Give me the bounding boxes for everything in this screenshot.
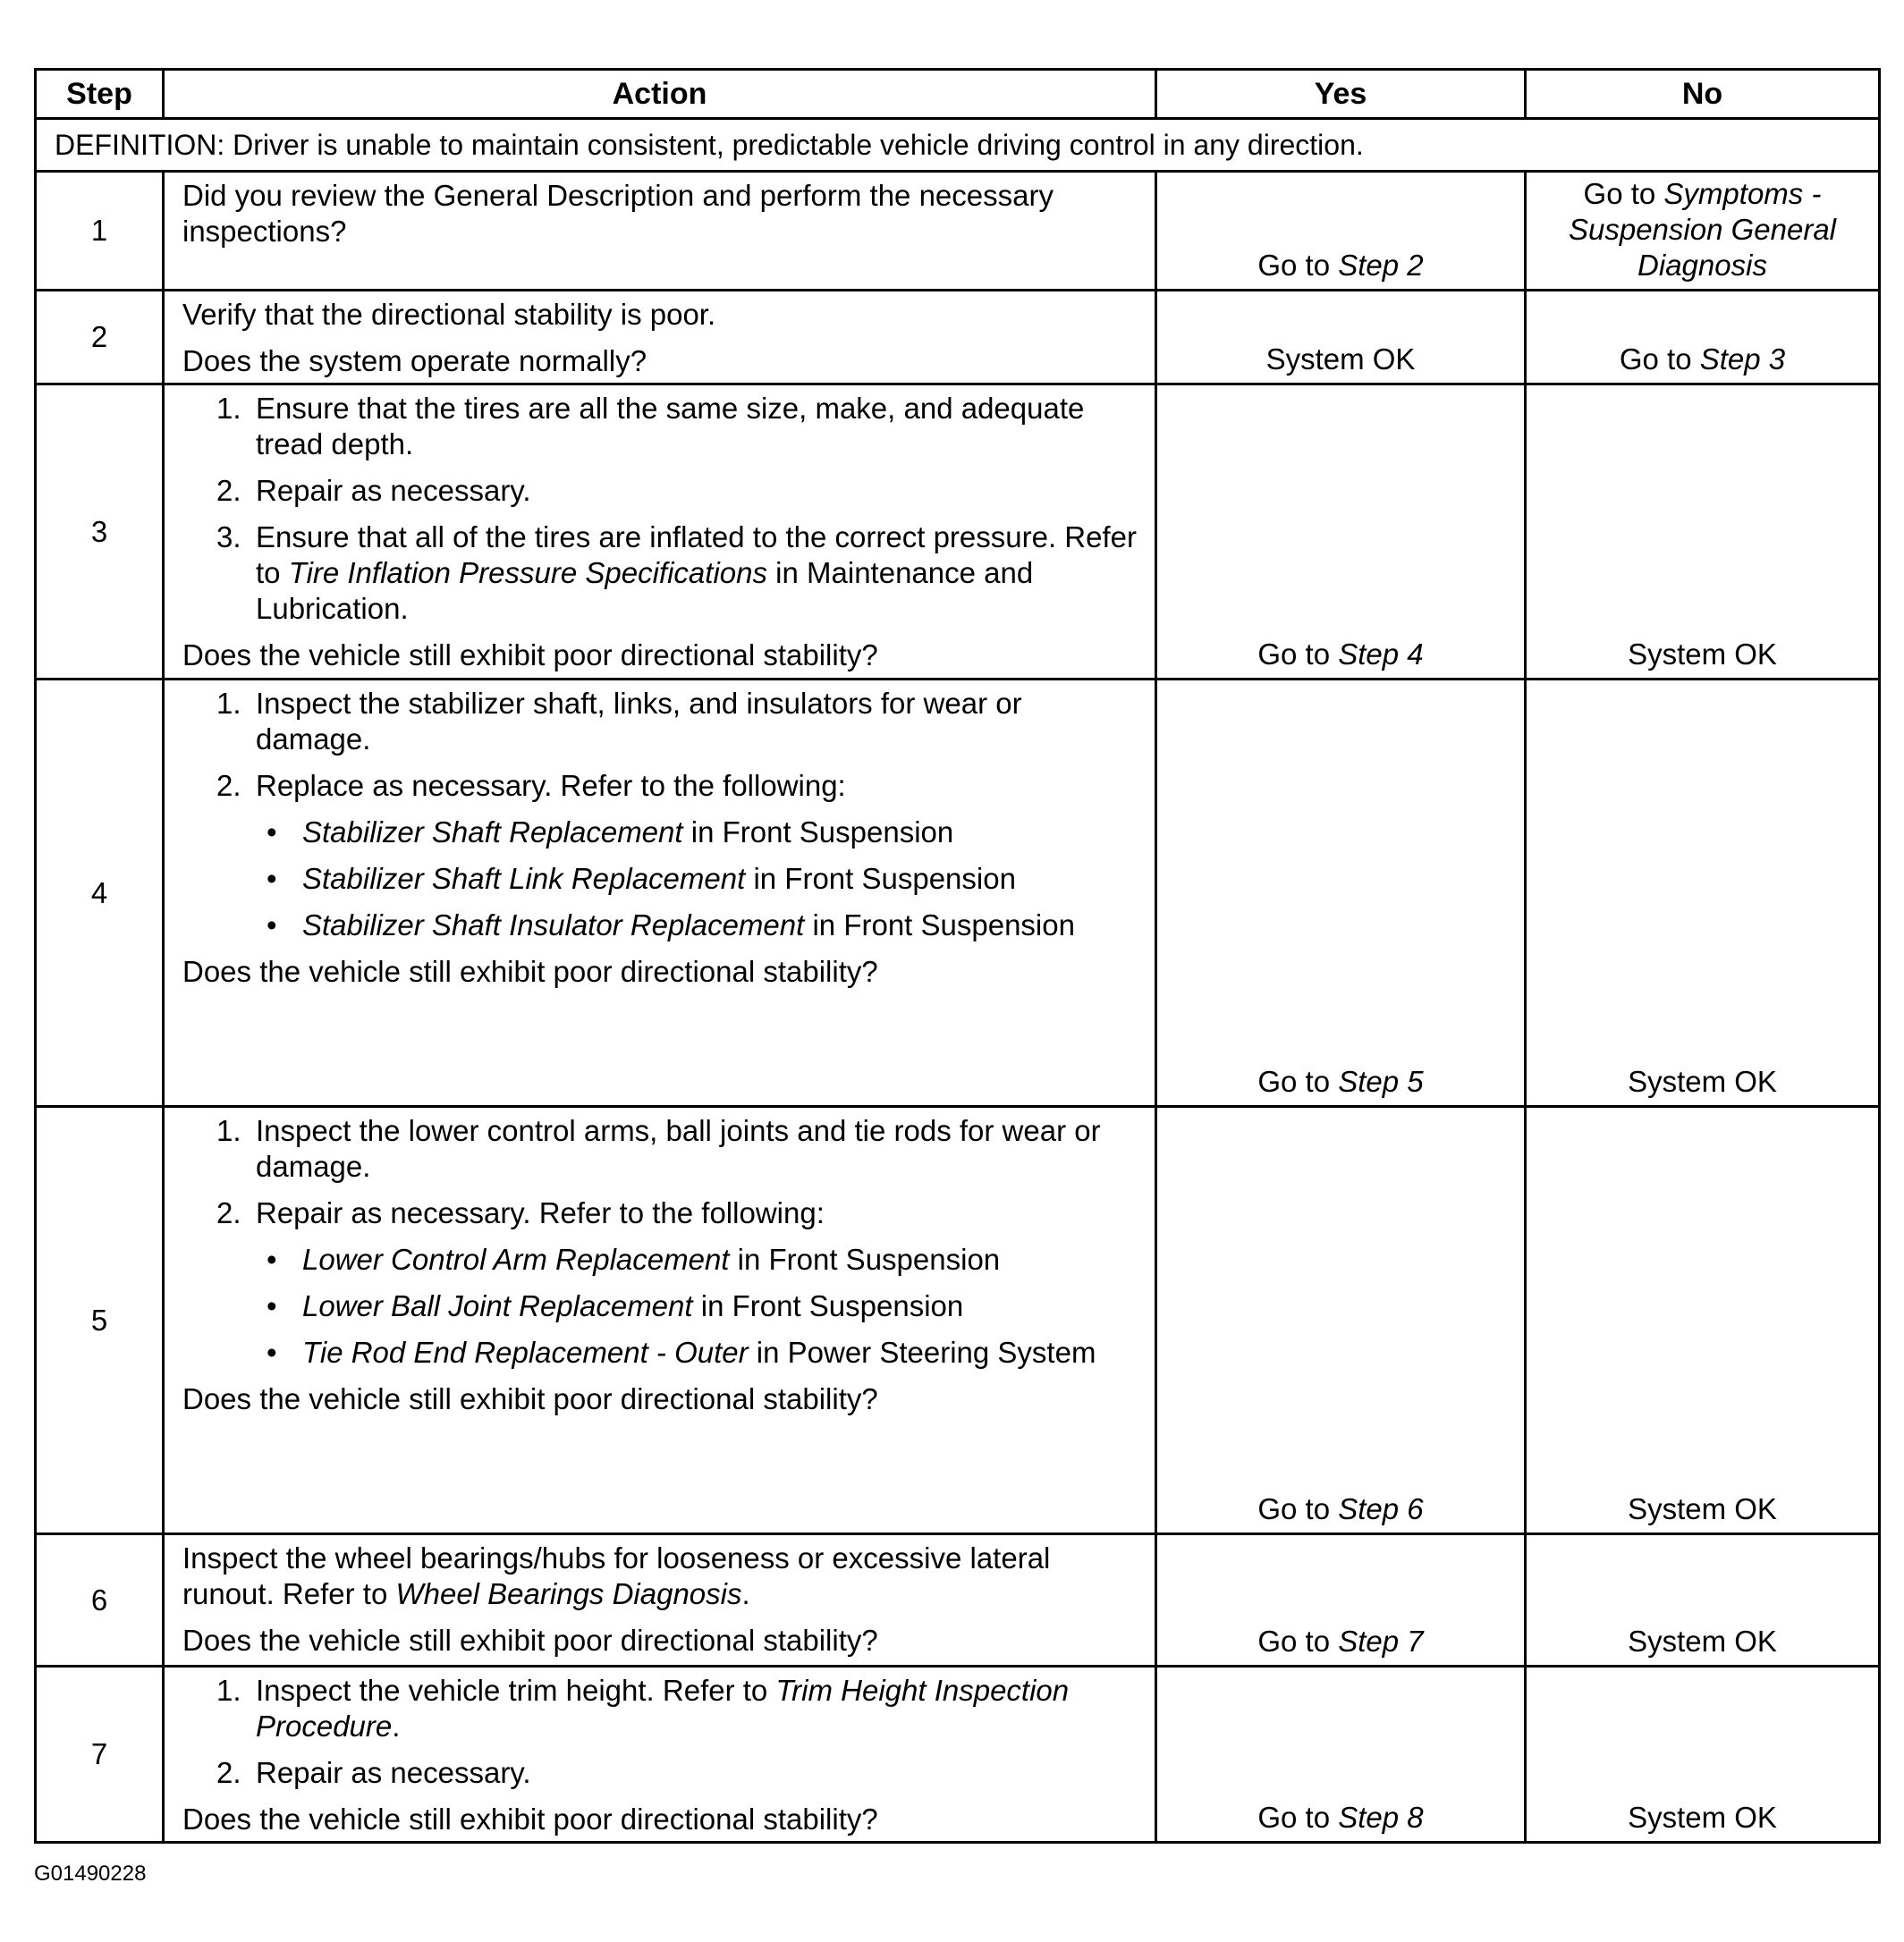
action-cell — [164, 1534, 1156, 1667]
step-number: 4 — [36, 680, 164, 1107]
reference-item: • Tie Rod End Replacement - Outer in Power Steering System — [267, 1336, 1096, 1369]
go-to-label: Go to — [1257, 637, 1331, 671]
table-row — [36, 172, 1880, 291]
procedure-link[interactable]: Trim Height Inspection Procedure — [256, 1674, 1070, 1743]
reference-item: • Stabilizer Shaft Replacement in Front Suspension — [267, 815, 954, 849]
table-row — [36, 1667, 1880, 1843]
reference-list — [256, 1242, 1138, 1371]
question-text: Does the vehicle still exhibit poor directional stability? — [182, 955, 878, 988]
question-text: Does the system operate normally? — [182, 344, 647, 377]
table-row — [36, 291, 1880, 384]
reference-item: • Stabilizer Shaft Link Replacement in Front Suspension — [267, 862, 1016, 895]
list-item: 1. Inspect the lower control arms, ball joints and tie rods for wear or damage. — [216, 1114, 1101, 1183]
step-link[interactable]: Step 6 — [1338, 1492, 1424, 1525]
action-text: Verify that the directional stability is poor. — [182, 298, 716, 331]
action-steps — [182, 686, 1138, 943]
question-text: Does the vehicle still exhibit poor directional stability? — [182, 1382, 878, 1415]
action-cell — [164, 680, 1156, 1107]
reference-item: • Lower Ball Joint Replacement in Front Suspension — [267, 1289, 964, 1322]
action-cell — [164, 1107, 1156, 1534]
procedure-link[interactable]: Tie Rod End Replacement - Outer — [302, 1336, 749, 1369]
action-steps — [182, 391, 1138, 627]
go-to-label: Go to — [1257, 249, 1331, 282]
procedure-link[interactable]: Symptoms - Suspension General Diagnosis — [1568, 177, 1837, 282]
list-item: 2. Repair as necessary. Refer to the following: • Lower Control Arm Replacement in Front Suspension • Lower Ball Joint Replacement in Front Suspension • Tie Rod End Replacement - Outer in Power Steering System — [216, 1195, 1138, 1371]
yes-cell — [1156, 384, 1526, 680]
definition-text: DEFINITION: Driver is unable to maintain consistent, predictable vehicle driving control in any direction. — [36, 119, 1880, 172]
procedure-link[interactable]: Lower Ball Joint Replacement — [302, 1289, 693, 1322]
yes-cell — [1156, 680, 1526, 1107]
step-number: 1 — [36, 172, 164, 291]
action-steps — [182, 1673, 1138, 1791]
list-item: 1. Inspect the vehicle trim height. Refer to Trim Height Inspection Procedure. — [216, 1674, 1070, 1743]
go-to-label: Go to — [1257, 1492, 1331, 1525]
yes-cell — [1156, 1667, 1526, 1843]
list-item: 1. Ensure that the tires are all the same size, make, and adequate tread depth. — [216, 392, 1085, 460]
step-number: 7 — [36, 1667, 164, 1843]
no-cell — [1526, 291, 1880, 384]
no-cell — [1526, 172, 1880, 291]
list-item: 1. Inspect the stabilizer shaft, links, and insulators for wear or damage. — [216, 687, 1022, 756]
header-no: No — [1526, 70, 1880, 119]
no-cell: System OK — [1526, 1107, 1880, 1534]
table-row — [36, 1107, 1880, 1534]
go-to-label: Go to — [1257, 1625, 1331, 1658]
header-yes: Yes — [1156, 70, 1526, 119]
question-text: Does the vehicle still exhibit poor directional stability? — [182, 638, 878, 671]
yes-cell — [1156, 1534, 1526, 1667]
list-item: 3. Ensure that all of the tires are inflated to the correct pressure. Refer to Tire Inflation Pressure Specifications in Maintenance and Lubrication. — [216, 520, 1137, 625]
header-step: Step — [36, 70, 164, 119]
no-cell: System OK — [1526, 680, 1880, 1107]
yes-cell — [1156, 1107, 1526, 1534]
no-cell: System OK — [1526, 1667, 1880, 1843]
step-link[interactable]: Step 8 — [1338, 1801, 1424, 1834]
table-row — [36, 680, 1880, 1107]
definition-row — [36, 119, 1880, 172]
figure-id: G01490228 — [34, 1862, 147, 1886]
diagnostic-table — [34, 68, 1881, 1844]
list-item: 2. Repair as necessary. — [216, 1756, 531, 1789]
step-link[interactable]: Step 7 — [1338, 1625, 1424, 1658]
step-number: 5 — [36, 1107, 164, 1534]
procedure-link[interactable]: Lower Control Arm Replacement — [302, 1243, 730, 1276]
reference-item: • Stabilizer Shaft Insulator Replacement in Front Suspension — [267, 908, 1075, 941]
question-text: Does the vehicle still exhibit poor directional stability? — [182, 1803, 878, 1836]
action-text: Inspect the wheel bearings/hubs for looseness or excessive lateral runout. Refer to Wheel Bearings Diagnosis. — [182, 1541, 1051, 1610]
question-text: Does the vehicle still exhibit poor directional stability? — [182, 1624, 878, 1657]
procedure-link[interactable]: Tire Inflation Pressure Specifications — [288, 556, 767, 589]
step-number: 6 — [36, 1534, 164, 1667]
reference-list — [256, 815, 1138, 943]
action-cell — [164, 291, 1156, 384]
action-steps — [182, 1113, 1138, 1371]
step-link[interactable]: Step 5 — [1338, 1065, 1424, 1098]
action-cell — [164, 384, 1156, 680]
step-number: 3 — [36, 384, 164, 680]
yes-cell: System OK — [1156, 291, 1526, 384]
procedure-link[interactable]: Stabilizer Shaft Link Replacement — [302, 862, 746, 895]
go-to-label: Go to — [1583, 177, 1656, 210]
procedure-link[interactable]: Stabilizer Shaft Insulator Replacement — [302, 908, 805, 941]
no-cell: System OK — [1526, 1534, 1880, 1667]
no-cell: System OK — [1526, 384, 1880, 680]
action-text: Did you review the General Description and perform the necessary inspections? — [182, 179, 1054, 248]
procedure-link[interactable]: Stabilizer Shaft Replacement — [302, 815, 683, 849]
yes-cell — [1156, 172, 1526, 291]
step-number: 2 — [36, 291, 164, 384]
step-link[interactable]: Step 3 — [1699, 342, 1786, 376]
reference-item: • Lower Control Arm Replacement in Front Suspension — [267, 1243, 1001, 1276]
header-action: Action — [164, 70, 1156, 119]
go-to-label: Go to — [1257, 1801, 1331, 1834]
action-cell — [164, 1667, 1156, 1843]
procedure-link[interactable]: Wheel Bearings Diagnosis — [395, 1577, 742, 1610]
header-row — [36, 70, 1880, 119]
action-cell — [164, 172, 1156, 291]
table-row — [36, 1534, 1880, 1667]
go-to-label: Go to — [1619, 342, 1692, 376]
table-row — [36, 384, 1880, 680]
go-to-label: Go to — [1257, 1065, 1331, 1098]
list-item: 2. Replace as necessary. Refer to the following: • Stabilizer Shaft Replacement in Front Suspension • Stabilizer Shaft Link Replacement in Front Suspension • Stabilizer Shaft Insulator Replacement in Front Suspension — [216, 768, 1138, 943]
step-link[interactable]: Step 2 — [1338, 249, 1424, 282]
list-item: 2. Repair as necessary. — [216, 474, 531, 507]
step-link[interactable]: Step 4 — [1338, 637, 1424, 671]
